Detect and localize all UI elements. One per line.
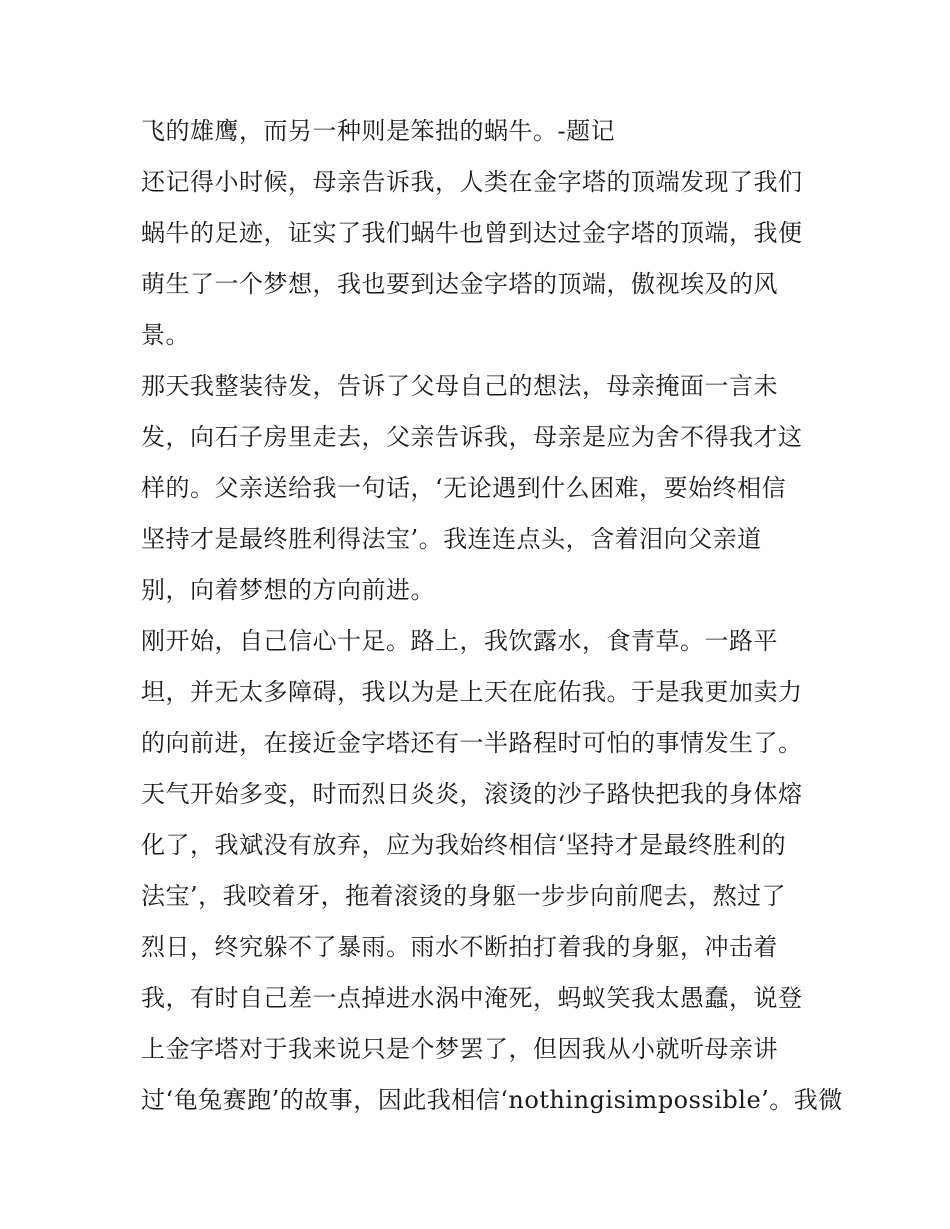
text-line: 坚持才是最终胜利得法宝’。我连连点头，含着泪向父亲道: [141, 525, 762, 553]
text-line: 萌生了一个梦想，我也要到达金字塔的顶端，傲视埃及的风: [141, 270, 778, 298]
text-line: 蜗牛的足迹，证实了我们蜗牛也曾到达过金字塔的顶端，我便: [141, 219, 803, 247]
text-line: 上金字塔对于我来说只是个梦罢了，但因我从小就听母亲讲: [141, 1035, 778, 1063]
text-line: 样的。父亲送给我一句话，‘无论遇到什么困难，要始终相信: [141, 474, 787, 502]
text-line: 刚开始，自己信心十足。路上，我饮露水，食青草。一路平: [141, 627, 778, 655]
text-line: 景。: [141, 321, 190, 349]
text-line: 化了，我斌没有放弃，应为我始终相信‘坚持才是最终胜利的: [141, 831, 787, 859]
text-line: 还记得小时候，母亲告诉我，人类在金字塔的顶端发现了我们: [141, 168, 803, 196]
text-line: 飞的雄鹰，而另一种则是笨拙的蜗牛。-题记: [141, 117, 616, 145]
text-line: 天气开始多变，时而烈日炎炎，滚烫的沙子路快把我的身体熔: [141, 780, 803, 808]
text-line: 过‘龟兔赛跑’的故事，因此我相信‘nothingisimpossible’。我微: [141, 1086, 843, 1114]
text-line: 烈日，终究躲不了暴雨。雨水不断拍打着我的身躯，冲击着: [141, 933, 778, 961]
essay-body: [141, 106, 841, 1126]
text-line: 发，向石子房里走去，父亲告诉我，母亲是应为舍不得我才这: [141, 423, 803, 451]
text-line: 法宝’，我咬着牙，拖着滚烫的身躯一步步向前爬去，熬过了: [141, 882, 787, 910]
text-line: 那天我整装待发，告诉了父母自己的想法，母亲掩面一言未: [141, 372, 778, 400]
text-line: 的向前进，在接近金字塔还有一半路程时可怕的事情发生了。: [141, 729, 803, 757]
text-line: 我，有时自己差一点掉进水涡中淹死，蚂蚁笑我太愚蠢，说登: [141, 984, 803, 1012]
text-line: 坦，并无太多障碍，我以为是上天在庇佑我。于是我更加卖力: [141, 678, 803, 706]
text-line: 别，向着梦想的方向前进。: [141, 576, 435, 604]
